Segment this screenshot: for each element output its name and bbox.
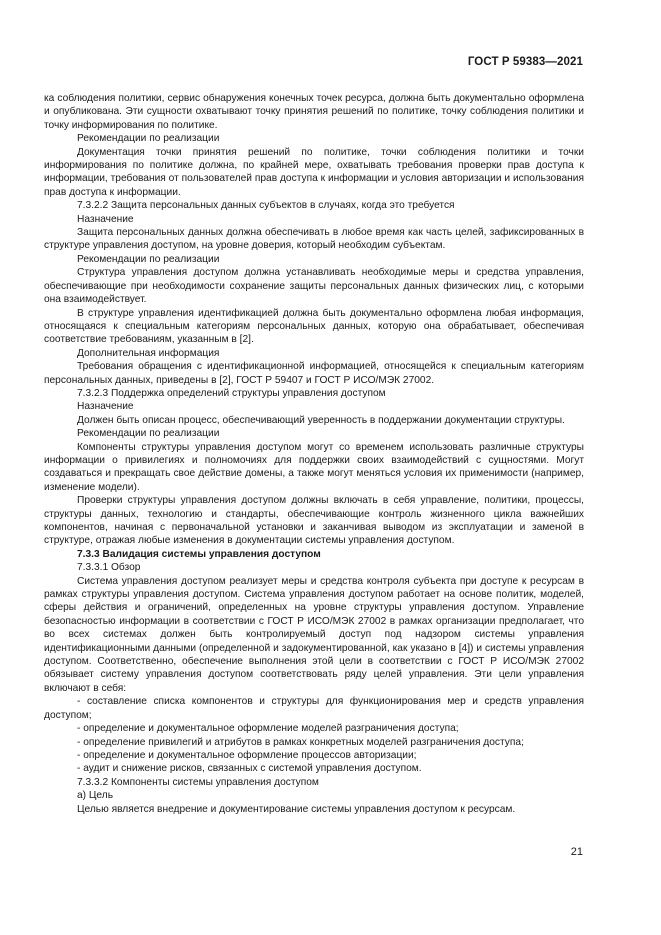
paragraph: В структуре управления идентификацией должна быть документально оформлена любая информация, относящаяся к специальным категориям персональных данных, которую она обрабатывает, обеспечивая соответствие требованиям, указанным в [2]. (44, 307, 584, 346)
section-heading: 7.3.2.2 Защита персональных данных субъектов в случаях, когда это требуется (77, 200, 455, 212)
document-body (44, 92, 584, 816)
list-item: - аудит и снижение рисков, связанных с системой управления доступом. (77, 763, 422, 775)
section-heading: 7.3.3 Валидация системы управления доступом (77, 548, 321, 560)
paragraph: Назначение (77, 401, 134, 413)
list-item: - составление списка компонентов и структуры для функционирования мер и средств управления доступом; (44, 696, 584, 721)
paragraph: Должен быть описан процесс, обеспечивающий уверенность в поддержании документации структуры. (77, 414, 565, 426)
paragraph: Проверки структуры управления доступом должны включать в себя управление, политики, процессы, структуры данных, технологию и стандарты, обеспечивающие контроль жизненного цикла важнейших компонентов, начиная с первоначальной установки и заканчивая выводом из эксплуатации и заменой в структуре, отражая любые изменения в документации системы управления доступом. (44, 495, 584, 547)
paragraph: Система управления доступом реализует меры и средства контроля субъекта при доступе к ресурсам в рамках структуры управления доступом. Система управления доступом работает на основе политик, моделей, сферы действия и ограничений, определенных на уровне структуры управления доступом. Управление безопасностью информации в соответствии с ГОСТ Р ИСО/МЭК 27002 в рамках организации предполагает, что во всех системах должен быть контролируемый доступ под надзором системы управления идентификационными данными (определенной и задокументированной, как указано в [4]) и системы управления доступом. Соответственно, обеспечение выполнения этой цели в соответствии с ГОСТ Р ИСО/МЭК 27002 обязывает систему управления доступом соответствовать ряду целей управления. Эти цели управления включают в себя: (44, 575, 584, 694)
paragraph: Рекомендации по реализации (77, 133, 220, 145)
section-heading: 7.3.3.2 Компоненты системы управления доступом (77, 776, 319, 788)
page-number: 21 (570, 846, 583, 858)
paragraph: Целью является внедрение и документирование системы управления доступом к ресурсам. (77, 803, 516, 815)
paragraph: Назначение (77, 213, 134, 225)
paragraph: Требования обращения с идентификационной информацией, относящейся к специальным категориям персональных данных, приведены в [2], ГОСТ Р 59407 и ГОСТ Р ИСО/МЭК 27002. (44, 361, 584, 386)
list-item: - определение и документальное оформление моделей разграничения доступа; (77, 723, 459, 735)
list-item: - определение привилегий и атрибутов в рамках конкретных моделей разграничения доступа; (77, 736, 524, 748)
paragraph: Документация точки принятия решений по политике, точки соблюдения политики и точки информирования по политике должна, по крайней мере, охватывать требования проверки прав доступа к информации, требования от пользователей прав доступа к информации и условия авторизации и использования прав доступа к информации. (44, 146, 584, 198)
paragraph: Структура управления доступом должна устанавливать необходимые меры и средства управления, обеспечивающие при необходимости сохранение защиты персональных данных физических лиц, с которыми она взаимодействует. (44, 267, 584, 306)
paragraph: Дополнительная информация (77, 347, 220, 359)
paragraph: Компоненты структуры управления доступом могут со временем использовать различные структуры информации о привилегиях и полномочиях для поддержки своих взаимодействий с сущностями. Могут создаваться и прекращать свое действие домены, а также могут меняться условия их применимости (например, изменение модели). (44, 441, 584, 493)
paragraph: ка соблюдения политики, сервис обнаружения конечных точек ресурса, должна быть документально оформлена и опубликована. Эти сущности охватывают точку принятия решений по политике, точку соблюдения политики и точку информирования по политике. (44, 93, 584, 131)
paragraph: Рекомендации по реализации (77, 253, 220, 265)
section-heading: 7.3.3.1 Обзор (77, 562, 141, 574)
standard-header: ГОСТ Р 59383—2021 (467, 56, 583, 68)
paragraph: Защита персональных данных должна обеспечивать в любое время как часть целей, зафиксированных в структуре управления доступом, на уровне доверия, который необходим субъектам. (44, 227, 584, 252)
list-item: - определение и документальное оформление процессов авторизации; (77, 749, 417, 761)
section-heading: 7.3.2.3 Поддержка определений структуры управления доступом (77, 387, 386, 399)
paragraph: а) Цель (77, 790, 114, 802)
paragraph: Рекомендации по реализации (77, 428, 220, 440)
